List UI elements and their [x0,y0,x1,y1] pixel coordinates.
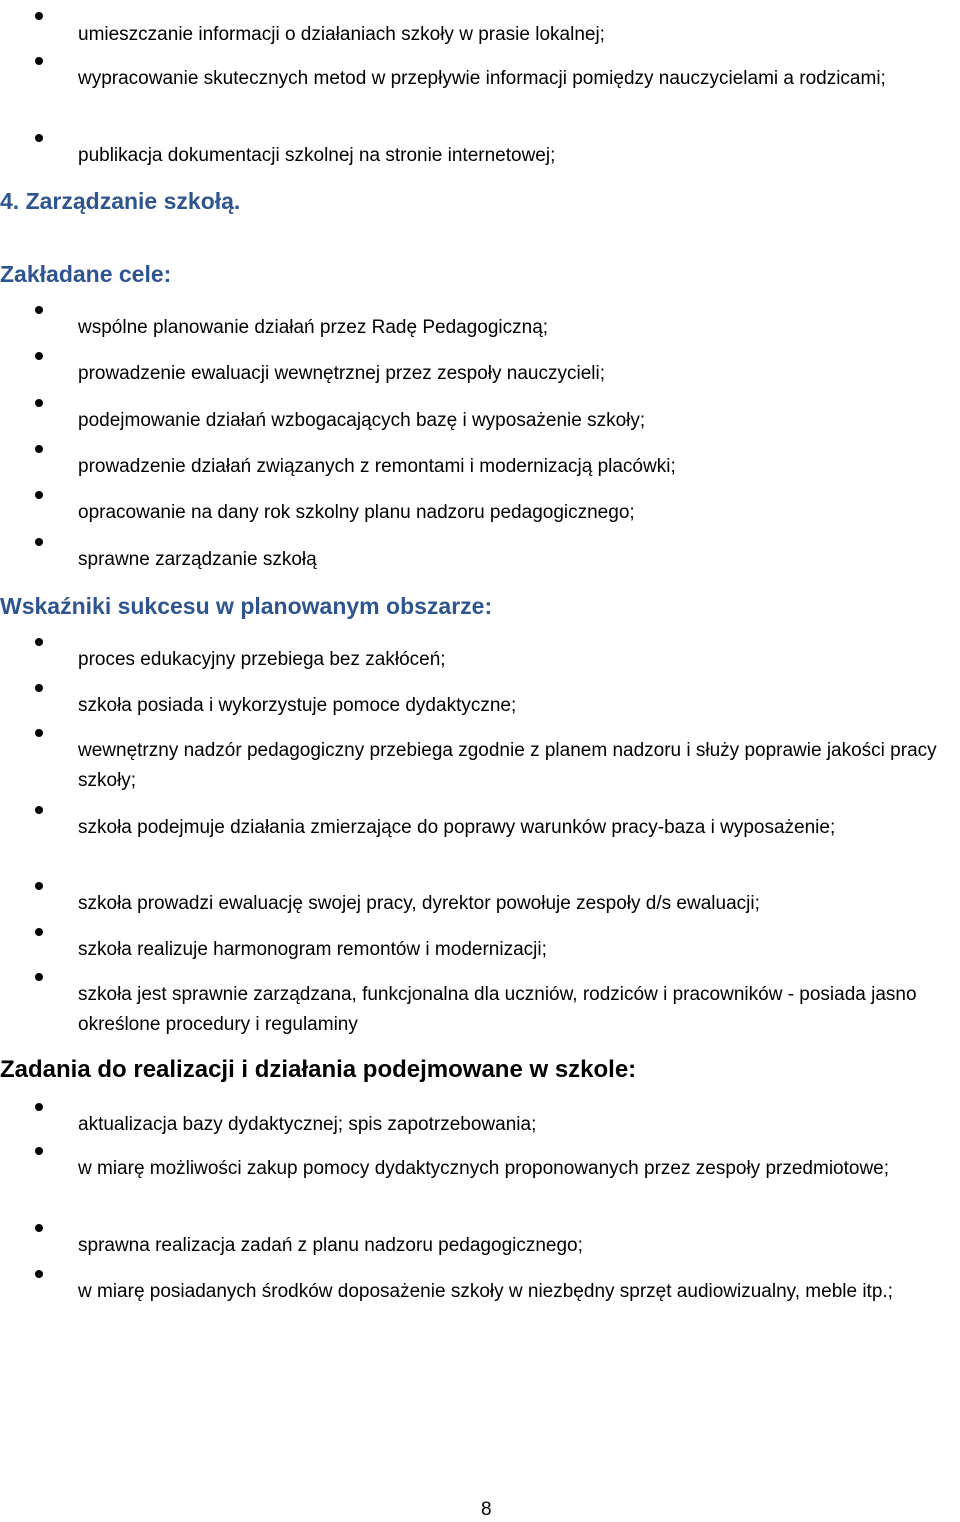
list-item-text: publikacja dokumentacji szkolnej na stronie internetowej; [78,145,556,166]
indicator-item-text: wewnętrzny nadzór pedagogiczny przebiega zgodnie z planem nadzoru i służy poprawie jakości pracy szkoły; [78,740,937,791]
bullet-icon [35,491,43,499]
bullet-icon [35,538,43,546]
bullet-icon [35,134,43,142]
page-number: 8 [481,1499,492,1520]
bullet-icon [35,306,43,314]
indicator-item-text: proces edukacyjny przebiega bez zakłóceń; [78,649,446,670]
indicator-item-text: szkoła realizuje harmonogram remontów i modernizacji; [78,939,547,960]
goal-item-text: opracowanie na dany rok szkolny planu nadzoru pedagogicznego; [78,502,635,523]
bullet-icon [35,1270,43,1278]
task-item-text: w miarę posiadanych środków doposażenie szkoły w niezbędny sprzęt audiowizualny, meble itp.; [78,1281,893,1302]
task-item-text: sprawna realizacja zadań z planu nadzoru pedagogicznego; [78,1235,583,1256]
bullet-icon [35,806,43,814]
task-item-text: aktualizacja bazy dydaktycznej; spis zapotrzebowania; [78,1114,537,1135]
bullet-icon [35,1103,43,1111]
task-item-text: w miarę możliwości zakup pomocy dydaktycznych proponowanych przez zespoły przedmiotowe; [78,1158,890,1179]
goal-item-text: wspólne planowanie działań przez Radę Pedagogiczną; [78,317,549,338]
bullet-icon [35,1147,43,1155]
indicator-item-text: szkoła podejmuje działania zmierzające do poprawy warunków pracy-baza i wyposażenie; [78,817,836,838]
bullet-icon [35,882,43,890]
bullet-icon [35,399,43,407]
goal-item-text: sprawne zarządzanie szkołą [78,549,317,570]
indicators-heading: Wskaźniki sukcesu w planowanym obszarze: [0,593,493,619]
goal-item-text: prowadzenie ewaluacji wewnętrznej przez zespoły nauczycieli; [78,363,605,384]
list-item-text: wypracowanie skutecznych metod w przepływie informacji pomiędzy nauczycielami a rodzicami; [78,68,886,89]
goal-item-text: prowadzenie działań związanych z remontami i modernizacją placówki; [78,456,676,477]
bullet-icon [35,57,43,65]
list-item-text: umieszczanie informacji o działaniach szkoły w prasie lokalnej; [78,24,605,45]
bullet-icon [35,729,43,737]
bullet-icon [35,1224,43,1232]
bullet-icon [35,973,43,981]
bullet-icon [35,352,43,360]
bullet-icon [35,928,43,936]
section-title: 4. Zarządzanie szkołą. [0,188,241,214]
bullet-icon [35,638,43,646]
bullet-icon [35,684,43,692]
goal-item-text: podejmowanie działań wzbogacających bazę i wyposażenie szkoły; [78,410,646,431]
indicator-item-text: szkoła posiada i wykorzystuje pomoce dydaktyczne; [78,695,517,716]
bullet-icon [35,445,43,453]
indicator-item-text: szkoła jest sprawnie zarządzana, funkcjonalna dla uczniów, rodziców i pracowników - posiada jasno określone procedury i regulaminy [78,984,917,1035]
bullet-icon [35,12,43,20]
tasks-heading: Zadania do realizacji i działania podejmowane w szkole: [0,1056,637,1083]
indicator-item-text: szkoła prowadzi ewaluację swojej pracy, dyrektor powołuje zespoły d/s ewaluacji; [78,893,760,914]
goals-heading: Zakładane cele: [0,261,172,287]
